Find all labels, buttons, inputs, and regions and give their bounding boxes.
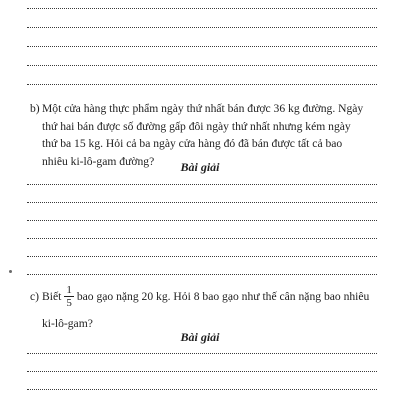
answer-line: [27, 220, 377, 221]
answer-line: [27, 184, 377, 185]
problem-b-line-3: thứ ba 15 kg. Hỏi cả ba ngày cửa hàng đó đã bán được tất cả bao: [42, 137, 343, 150]
problem-c-solution-heading: Bài giải: [180, 330, 220, 344]
answer-line: [27, 202, 377, 203]
answer-line: [27, 389, 377, 390]
answer-line: [27, 353, 377, 354]
problem-b-line-2: thứ hai bán được số đường gấp đôi ngày thứ nhất nhưng kém ngày: [42, 119, 351, 133]
problem-c-text: [30, 285, 384, 333]
answer-line: [27, 256, 377, 257]
problem-b-label: b): [30, 102, 40, 115]
answer-line: [27, 84, 377, 85]
fraction-one-fifth: [64, 284, 74, 309]
problem-b-line-4: nhiêu ki-lô-gam đường?: [42, 154, 155, 168]
problem-b-line-1: Một cửa hàng thực phẩm ngày thứ nhất bán được 36 kg đường. Ngày: [42, 102, 364, 115]
answer-line: [27, 46, 377, 47]
answer-line: [27, 65, 377, 66]
answer-line: [27, 238, 377, 239]
problem-c-line-2: ki-lô-gam?: [42, 317, 93, 330]
problem-c-text-after: bao gạo nặng 20 kg. Hỏi 8 bao gạo như thế cân nặng bao nhiêu: [76, 290, 370, 304]
answer-line: [27, 27, 377, 28]
problem-c-label: c): [30, 290, 40, 304]
fraction-numerator: 1: [66, 284, 72, 296]
answer-line: [27, 371, 377, 372]
problem-b-solution-heading: Bài giải: [180, 160, 220, 174]
problem-c-text-before: Biết: [42, 290, 62, 304]
answer-line: [27, 8, 377, 9]
fraction-denominator: 5: [66, 297, 72, 309]
answer-line: [27, 274, 377, 275]
margin-dot: [9, 270, 12, 273]
